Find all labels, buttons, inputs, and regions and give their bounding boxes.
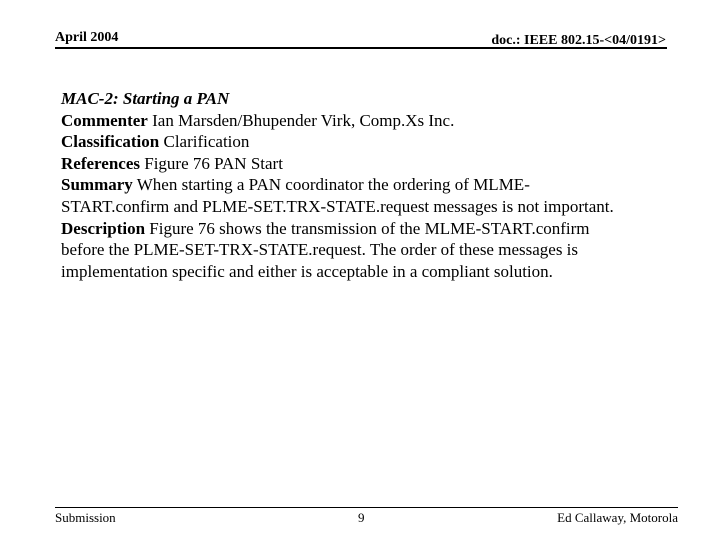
footer-rule — [55, 507, 678, 508]
commenter-value: Ian Marsden/Bhupender Virk, Comp.Xs Inc. — [152, 110, 455, 130]
comment-title: MAC-2: Starting a PAN — [61, 89, 230, 108]
footer-submission: Submission — [55, 510, 116, 525]
header-date: April 2004 — [55, 30, 119, 45]
description-label: Description — [61, 218, 146, 238]
description-row — [61, 218, 671, 240]
references-row — [61, 153, 671, 175]
classification-value: Clarification — [163, 132, 250, 152]
footer-page-number: 9 — [358, 510, 365, 525]
description-line-2: before the PLME-SET-TRX-STATE.request. The order of these messages is — [61, 240, 579, 260]
summary-line-1: When starting a PAN coordinator the ordering of MLME- — [136, 175, 530, 195]
description-line-1: Figure 76 shows the transmission of the MLME-START.confirm — [149, 218, 590, 238]
summary-label: Summary — [61, 175, 133, 195]
footer-author: Ed Callaway, Motorola — [557, 510, 678, 525]
header-rule — [55, 47, 667, 49]
header-doc-id: doc.: IEEE 802.15-<04/0191> — [491, 33, 666, 48]
summary-line-2: START.confirm and PLME-SET.TRX-STATE.request messages is not important. — [61, 196, 614, 216]
description-line-3: implementation specific and either is acceptable in a compliant solution. — [61, 261, 553, 281]
classification-label: Classification — [61, 132, 160, 152]
classification-row — [61, 131, 671, 153]
summary-row — [61, 174, 671, 196]
references-value: Figure 76 PAN Start — [144, 153, 283, 173]
commenter-row — [61, 110, 671, 132]
references-label: References — [61, 153, 140, 173]
comment-body — [61, 88, 671, 282]
commenter-label: Commenter — [61, 110, 148, 130]
